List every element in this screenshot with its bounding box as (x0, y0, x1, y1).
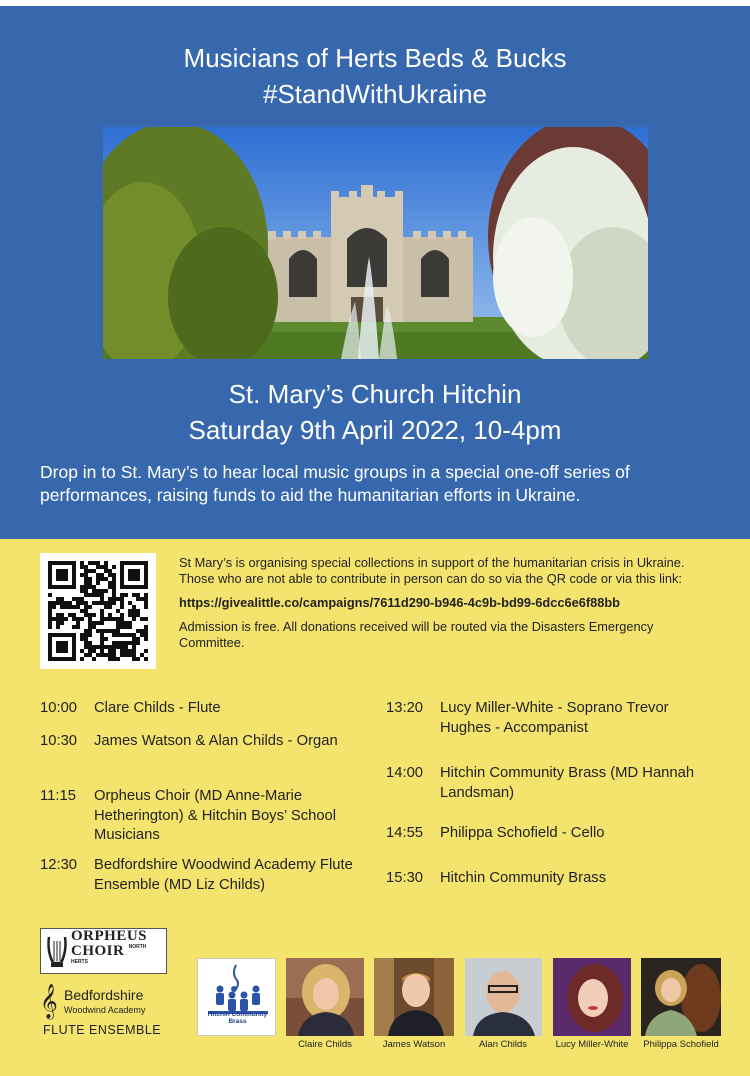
schedule-act: Lucy Miller-White - Soprano Trevor Hughes - Accompanist (440, 700, 669, 736)
schedule-row (40, 732, 356, 752)
bwa-name: Bedfordshire (64, 987, 144, 1003)
intro-text: Drop in to St. Mary’s to hear local music groups in a special one-off series of performances, raising funds to aid the humanitarian efforts in Ukraine. (40, 462, 630, 505)
portrait-philippa-schofield (641, 958, 721, 1036)
performer-name: Claire Childs (298, 1039, 352, 1050)
admission-text: Admission is free. All donations received will be routed via the Disasters Emergency Committee. (179, 619, 654, 650)
schedule-act: Philippa Schofield - Cello (440, 825, 605, 841)
poster (0, 6, 750, 1076)
orpheus-choir-logo (40, 928, 167, 974)
church-photo-illustration (103, 127, 648, 359)
brass-players-icon (198, 959, 277, 1019)
schedule-time: 11:15 (40, 788, 76, 804)
schedule-time: 14:00 (386, 765, 424, 781)
schedule-act: Clare Childs - Flute (94, 700, 221, 716)
schedule-row (40, 699, 356, 719)
venue-name: St. Mary’s Church Hitchin (228, 379, 522, 409)
lyre-icon (45, 933, 69, 969)
schedule-time: 14:55 (386, 825, 424, 841)
schedule-act: Orpheus Choir (MD Anne-Marie Hetherington) & Hitchin Boys’ School Musicians (94, 788, 337, 843)
schedule-act: James Watson & Alan Childs - Organ (94, 733, 338, 749)
performer-photo (641, 958, 721, 1036)
choir-word: CHOIR (71, 942, 125, 959)
performer-photo (286, 958, 364, 1036)
event-hashtag: #StandWithUkraine (263, 79, 487, 109)
schedule-time: 10:00 (40, 700, 78, 716)
schedule-act: Hitchin Community Brass (440, 870, 607, 886)
schedule-row (40, 856, 356, 895)
schedule-row (386, 869, 720, 889)
schedule-time: 13:20 (386, 700, 424, 716)
performer-name: Lucy Miller-White (555, 1039, 629, 1050)
donation-link[interactable]: https://givealittle.co/campaigns/7611d290-b946-4c9b-bd99-6dcc6e6f88bb (179, 595, 620, 610)
performer-photo (465, 958, 542, 1036)
schedule-row (40, 787, 356, 846)
donation-text: St Mary’s is organising special collections in support of the humanitarian crisis in Ukraine. Those who are not able to contribute in person can do so via the QR code or via this link: (179, 555, 685, 586)
hitchin-brass-caption: Hitchin Community Brass (207, 1011, 268, 1025)
church-photo (103, 127, 648, 359)
schedule-time: 10:30 (40, 733, 78, 749)
event-title: Musicians of Herts Beds & Bucks (183, 43, 567, 73)
details-panel (0, 539, 750, 1076)
portrait-alan-childs (465, 958, 542, 1036)
bwa-subname: Woodwind Academy (64, 1005, 146, 1015)
schedule-time: 12:30 (40, 857, 78, 873)
portrait-james-watson (374, 958, 454, 1036)
schedule-act: Bedfordshire Woodwind Academy Flute Ensemble (MD Liz Childs) (94, 857, 353, 893)
portrait-lucy-miller-white (553, 958, 631, 1036)
donation-info (179, 555, 719, 659)
north-herts-word: NORTH HERTS (71, 943, 147, 965)
schedule-time: 15:30 (386, 870, 424, 886)
qr-code-icon (48, 561, 148, 661)
portrait-claire-childs (286, 958, 364, 1036)
event-date: Saturday 9th April 2022, 10-4pm (188, 415, 562, 445)
hitchin-brass-logo (197, 958, 276, 1036)
treble-clef-icon: 𝄞 (40, 985, 58, 1018)
schedule-act: Hitchin Community Brass (MD Hannah Landsman) (440, 765, 695, 801)
schedule-row (386, 824, 720, 844)
performer-photo (553, 958, 631, 1036)
orpheus-word: ORPHEUS (71, 927, 148, 944)
schedule-row (386, 764, 720, 803)
schedule-row (386, 699, 720, 738)
bwa-ensemble: FLUTE ENSEMBLE (43, 1023, 162, 1037)
performer-name: James Watson (382, 1039, 446, 1050)
performer-photo (374, 958, 454, 1036)
performer-name: Philippa Schofield (643, 1039, 719, 1050)
performer-name: Alan Childs (478, 1039, 528, 1050)
donation-qr-code[interactable] (40, 553, 156, 669)
header-panel (0, 6, 750, 539)
